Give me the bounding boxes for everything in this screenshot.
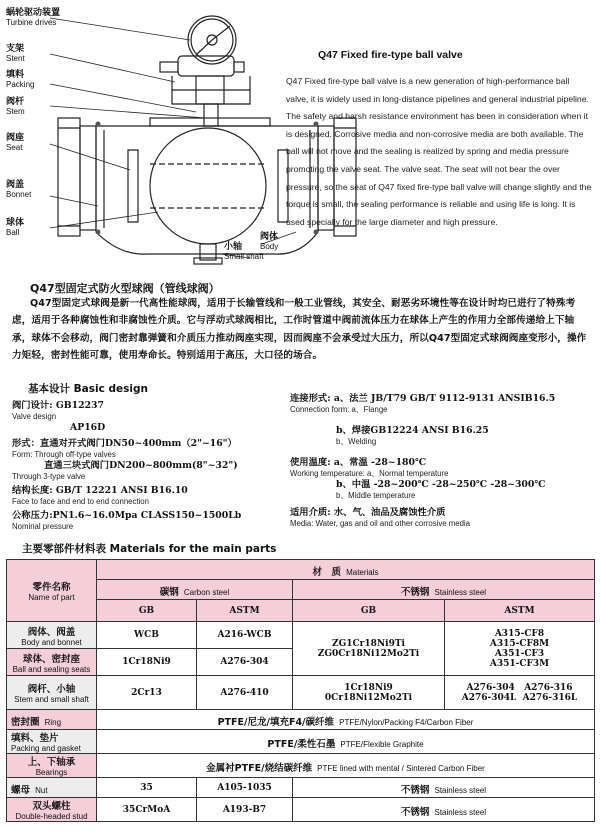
- basic-left-sub: Through 3-type valve: [12, 472, 86, 481]
- intro-en-title: Q47 Fixed fire-type ball valve: [318, 49, 463, 61]
- cell-ball-gb: 1Cr18Ni9: [97, 649, 197, 676]
- cell-stem-astm: A276-410: [197, 676, 293, 710]
- header-materials: 材 质 Materials: [97, 560, 595, 580]
- header-carbon-steel: 碳钢 Carbon steel: [97, 580, 293, 600]
- basic-left-line: 形式：直通对开式阀门DN50~400mm（2"~16"）: [12, 438, 237, 449]
- basic-left-line: 公称压力:PN1.6~16.0Mpa CLASS150~1500Lb: [12, 510, 242, 521]
- label-ball: 球体 Ball: [6, 218, 25, 237]
- intro-cn-title: Q47型固定式防火型球阀（管线球阀）: [30, 282, 220, 295]
- label-body: 阀体 Body: [260, 232, 279, 251]
- cell-stem-ss-gb: 1Cr18Ni9 0Cr18Ni12Mo2Ti: [293, 676, 445, 710]
- materials-table: [6, 559, 595, 822]
- cell-nut-ss: 不锈钢 Stainless steel: [293, 778, 595, 798]
- label-stem: 阀杆 Stem: [6, 97, 25, 116]
- cell-nut-gb: 35: [97, 778, 197, 798]
- basic-left-sub: Face to face and end to end connection: [12, 497, 149, 506]
- header-stainless-steel: 不锈钢 Stainless steel: [293, 580, 595, 600]
- cell-bearings-material: 金属衬PTFE/烧结碳纤维 PTFE lined with mental / Sintered Carbon Fiber: [97, 754, 595, 778]
- label-seat: 阀座 Seat: [6, 133, 25, 152]
- basic-design-title: 基本设计 Basic design: [28, 383, 148, 395]
- cell-ball-astm: A276-304: [197, 649, 293, 676]
- cell-stud-ss: 不锈钢 Stainless steel: [293, 798, 595, 822]
- cell-stem-ss-astm: A276-304 A276-316 A276-304L A276-316L: [445, 676, 595, 710]
- label-small-shaft: 小轴 Small shaft: [224, 242, 264, 261]
- basic-right-line: b、中温 -28~200℃ -28~250℃ -28~300℃: [336, 479, 546, 490]
- materials-title: 主要零部件材料表 Materials for the main parts: [22, 543, 277, 555]
- basic-left-sub: Nominal pressure: [12, 522, 74, 531]
- basic-left-line: 阀门设计: GB12237: [12, 400, 104, 411]
- header-astm: ASTM: [445, 600, 595, 622]
- cell-body-gb: WCB: [97, 622, 197, 649]
- cell-packing-material: PTFE/柔性石墨 PTFE/Flexible Graphite: [97, 730, 595, 754]
- basic-right-line: 使用温度: a、常温 -28~180℃: [290, 457, 427, 468]
- cell-stud-astm: A193-B7: [197, 798, 293, 822]
- basic-right-line: 连接形式: a、法兰 JB/T79 GB/T 9112-9131 ANSIB16.5: [290, 393, 556, 404]
- cell-ring-material: PTFE/尼龙/填充F4/碳纤维 PTFE/Nylon/Packing F4/Carbon Fiber: [97, 710, 595, 730]
- part-ring: 密封圈 Ring: [7, 710, 97, 730]
- cell-stud-gb: 35CrMoA: [97, 798, 197, 822]
- basic-left-line: 直通三块式阀门DN200~800mm(8"~32"): [44, 460, 238, 471]
- header-part-name: 零件名称 Name of part: [7, 560, 97, 622]
- basic-design-right: [290, 393, 555, 529]
- basic-right-line: b、焊接GB12224 ANSI B16.25: [336, 425, 489, 436]
- label-bonnet: 阀盖 Bonnet: [6, 180, 32, 199]
- intro-cn-body: Q47型固定式球阀是新一代高性能球阀，适用于长输管线和一般工业管线，其安全、耐恶劣环境性等在设计时均已进行了特殊考虑，适用于各种腐蚀性和非腐蚀性介质。它与浮动式球阀相比，工作时管道中阀前流体压力在球体上产生的作用力全部传递给上下轴承，球体不会移动，阀门密封靠弹簧和介质压力推动阀座实现，因而阀座不会承受过大压力，所以Q47型固定式球阀阀座变形小，操作力矩轻，密封性能可靠，使用寿命长。特别适用于高压，大口径的场合。: [12, 298, 587, 361]
- basic-left-line: AP16D: [70, 422, 106, 433]
- part-body-bonnet: 阀体、阀盖 Body and bonnet: [7, 622, 97, 649]
- cell-stem-gb: 2Cr13: [97, 676, 197, 710]
- basic-right-sub: b、Welding: [336, 437, 377, 446]
- header-gb: GB: [293, 600, 445, 622]
- cell-body-ball-ss-gb: ZG1Cr18Ni9Ti ZG0Cr18Ni12Mo2Ti: [293, 622, 445, 676]
- intro-en-body: Q47 Fixed fire-type ball valve is a new generation of high-performance ball valve, it is widely used in long-distance pipelines and general industrial pipeline. The safety and harsh resistance environment has been in consideration when it is designed. Corrosive media and non-corrosive media are both available. The ball will not move and the sealing is realized by spring and media pressure promoting the valve seat. The valve seat. The seat will not bear the over pressure, so the seat of Q47 fixed fire-type ball valve will change slightly and the torque is small, the sealing performance is reliable and using life is long. It is used specially for the large diameter and high pressure.: [286, 76, 592, 227]
- cell-body-astm: A216-WCB: [197, 622, 293, 649]
- part-bearings: 上、下轴承 Bearings: [7, 754, 97, 778]
- label-stent: 支架 Stent: [6, 44, 25, 63]
- basic-right-sub: b、Middle temperature: [336, 491, 416, 500]
- label-turbine-drives: 蜗轮驱动装置 Turbine drives: [6, 8, 61, 27]
- part-packing-gasket: 填料、垫片 Packing and gasket: [7, 730, 97, 754]
- cell-nut-astm: A105-1035: [197, 778, 293, 798]
- basic-design-left: [12, 400, 241, 532]
- part-nut: 螺母 Nut: [7, 778, 97, 798]
- part-stem-shaft: 阀杆、小轴 Stem and small shaft: [7, 676, 97, 710]
- basic-right-sub: Working temperature: a、Normal temperature: [290, 469, 449, 478]
- basic-right-line: 适用介质: 水、气、油品及腐蚀性介质: [290, 507, 446, 518]
- part-ball-seat: 球体、密封座 Ball and sealing seats: [7, 649, 97, 676]
- part-stud: 双头螺柱 Double-headed stud: [7, 798, 97, 822]
- header-astm: ASTM: [197, 600, 293, 622]
- basic-left-sub: Valve design: [12, 412, 57, 421]
- basic-left-sub: Form: Through off-type valves: [12, 450, 116, 459]
- basic-left-line: 结构长度: GB/T 12221 ANSI B16.10: [12, 485, 188, 496]
- basic-right-sub: Connection form: a、Flange: [290, 405, 388, 414]
- header-gb: GB: [97, 600, 197, 622]
- label-packing: 填料 Packing: [6, 70, 35, 89]
- basic-right-sub: Media: Water, gas and oil and other corrosive media: [290, 519, 470, 528]
- cell-body-ball-ss-astm: A315-CF8 A315-CF8M A351-CF3 A351-CF3M: [445, 622, 595, 676]
